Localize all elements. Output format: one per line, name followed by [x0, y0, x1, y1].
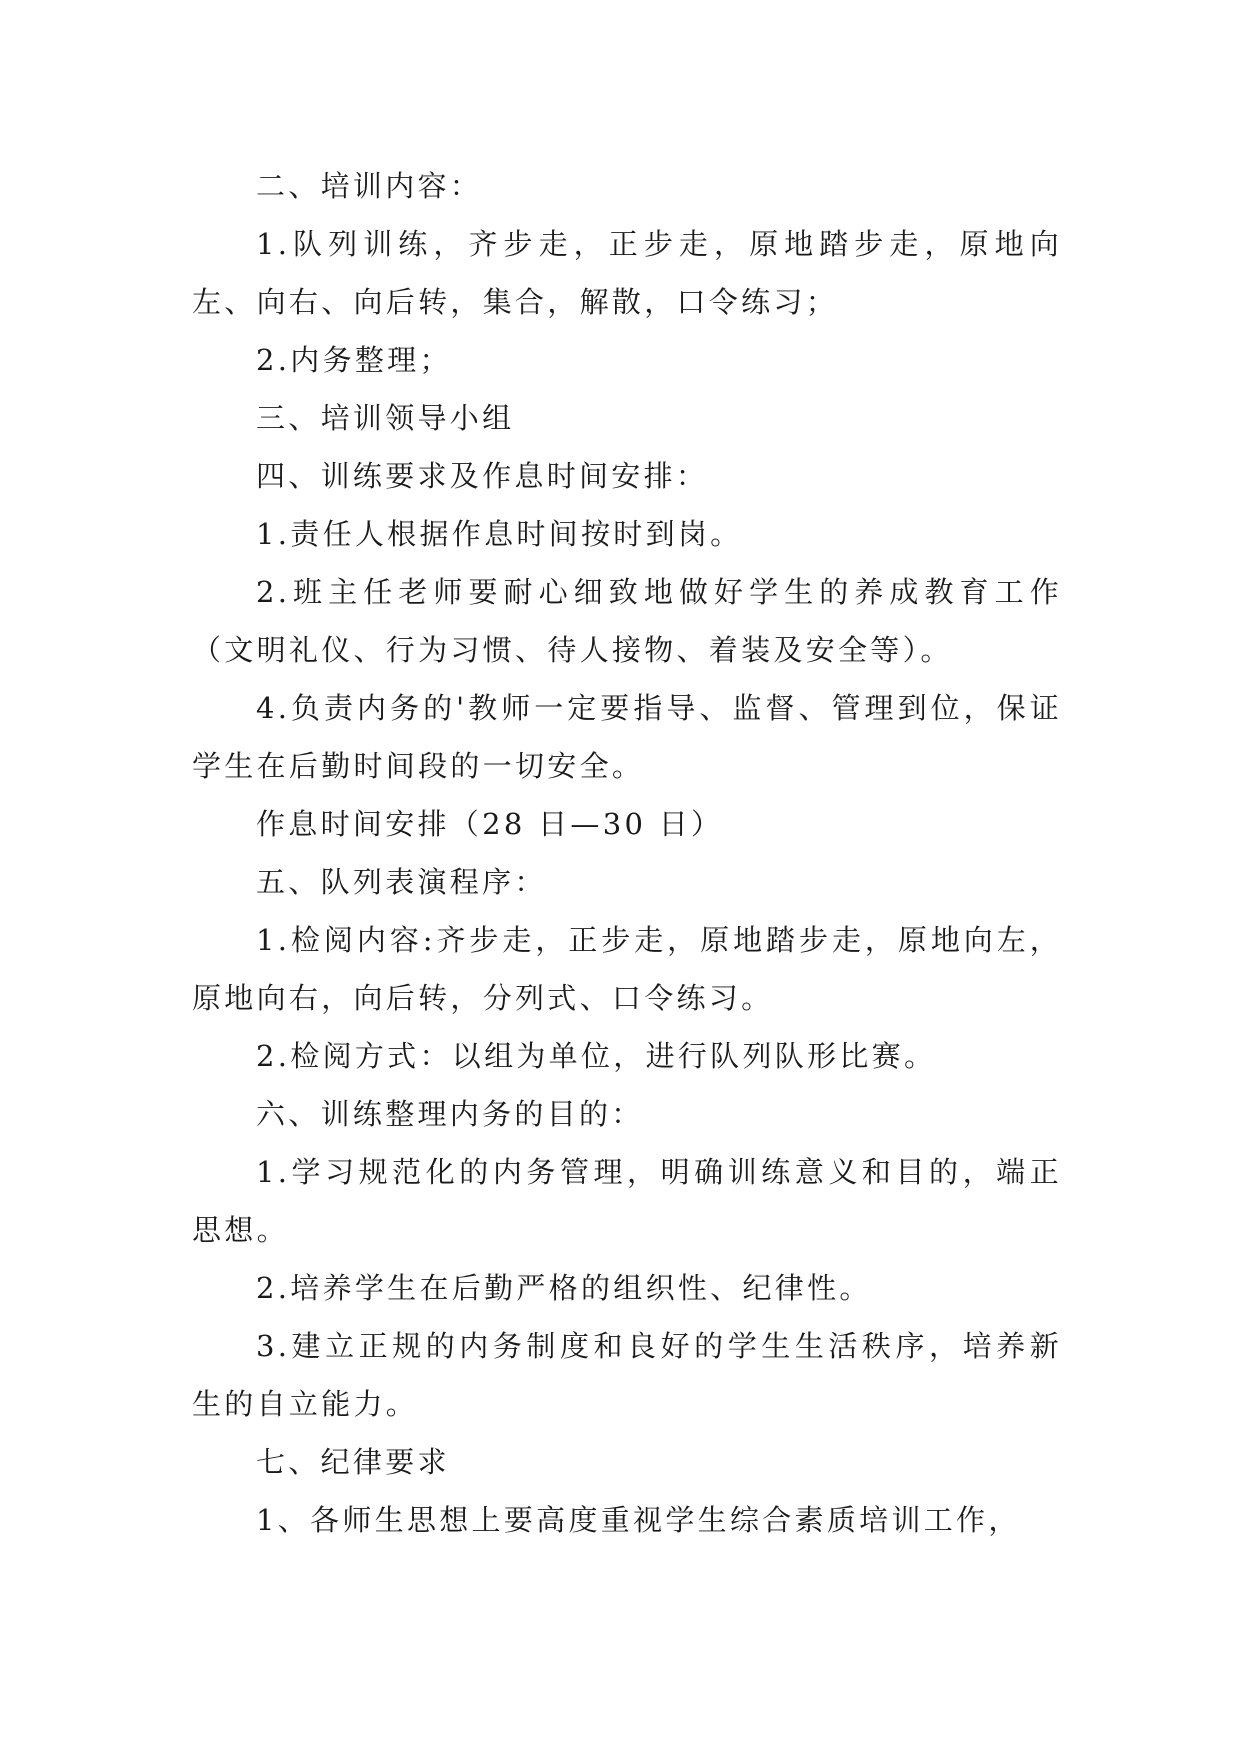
paragraph-schedule-dates: 作息时间安排（28 日—30 日） — [256, 807, 724, 841]
paragraph-class-teacher: 2.班主任老师要耐心细致地做好学生的养成教育工作（文明礼仪、行为习惯、待人接物、着装及安全等）。 — [192, 575, 1062, 667]
paragraph-review-content: 1.检阅内容:齐步走，正步走，原地踏步走，原地向左，原地向右，向后转，分列式、口令练习。 — [192, 923, 1062, 1015]
paragraph-on-time: 1.责任人根据作息时间按时到岗。 — [256, 517, 743, 551]
section-heading-requirements-schedule: 四、训练要求及作息时间安排： — [256, 459, 709, 493]
document-body — [192, 157, 1062, 1549]
paragraph-review-method: 2.检阅方式：以组为单位，进行队列队形比赛。 — [256, 1039, 937, 1073]
paragraph-discipline-1: 1、各师生思想上要高度重视学生综合素质培训工作， — [256, 1503, 1021, 1537]
section-heading-drill-performance: 五、队列表演程序： — [256, 865, 547, 899]
paragraph-drill-training: 1.队列训练，齐步走，正步走，原地踏步走，原地向左、向右、向后转，集合，解散，口令练习； — [192, 227, 1062, 319]
section-heading-leadership-group: 三、培训领导小组 — [256, 401, 515, 435]
section-heading-training-content: 二、培训内容： — [256, 169, 483, 203]
paragraph-dorm-tidying: 2.内务整理； — [256, 343, 452, 377]
paragraph-purpose-1: 1.学习规范化的内务管理，明确训练意义和目的，端正思想。 — [192, 1155, 1062, 1247]
paragraph-purpose-3: 3.建立正规的内务制度和良好的学生生活秩序，培养新生的自立能力。 — [192, 1329, 1062, 1421]
section-heading-discipline: 七、纪律要求 — [256, 1445, 450, 1479]
section-heading-purpose: 六、训练整理内务的目的： — [256, 1097, 644, 1131]
paragraph-dorm-teacher: 4.负责内务的'教师一定要指导、监督、管理到位，保证学生在后勤时间段的一切安全。 — [192, 691, 1062, 783]
paragraph-purpose-2: 2.培养学生在后勤严格的组织性、纪律性。 — [256, 1271, 872, 1305]
